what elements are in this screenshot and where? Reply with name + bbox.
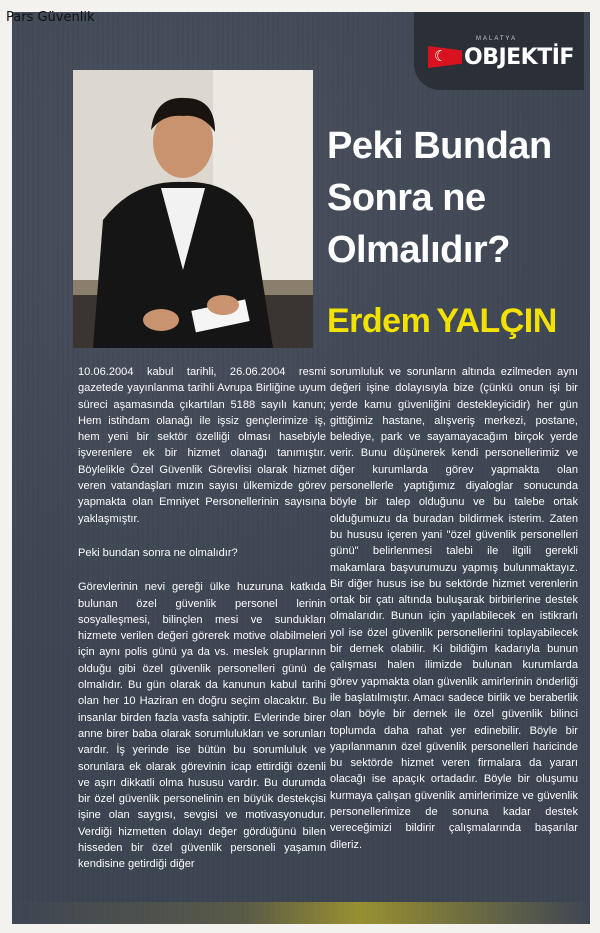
watermark-text: Pars Güvenlik xyxy=(6,10,95,25)
author-first-name: Erdem xyxy=(327,302,431,340)
logo-text: OBJEKTİF xyxy=(464,44,574,70)
magazine-page xyxy=(12,12,590,924)
article-title xyxy=(327,120,587,276)
paragraph: 10.06.2004 kabul tarihli, 26.06.2004 resmi gazetede yayınlanma tarihli Avrupa Birliğine uyum süreci aşamasında çıkartılan 5188 sayılı kanun; Hem istihdam olanağı ile işsiz gençlerimize iş, hem yeni bir sektör özelliği olması hasebiyle işverenlere ek bir hizmet olanağı tanımıştır. Böylelikle Özel Güvenlik Görevlisi olarak hizmet veren vatandaşları mızın sayısı ülkemizde görev yapmakta olan Emniyet Personellerinin sayısına yaklaşmıştır. xyxy=(78,366,326,525)
paragraph: sorumluluk ve sorunların altında ezilmeden aynı değeri işine dolayısıyla bize (çünkü onun işi bir yerde kamu güvenliğini destekleyicidir) her gün gittiğimiz hastane, alışveriş merkezi, postane, belediye, park ve sayamayacağım birçok yerde verir. Bunu düşünerek kendi personellerimiz ve diğer kurumlarda görev yapmakta olan personellerle yaptığımız diyaloglar sonucunda böyle bir talep olduğunu ve bu talebe ortak olduğumuzu da buradan bildirmek isterim. Zaten bu hususu içeren yani "özel güvenlik personelleri günü" belirlenmesi talebi ile ilgili gerekli makamlara başvurumuzu yapmış bulunmaktayız. Bir diğer husus ise bu sektörde hizmet verenlerin ortak bir çatı altında buluşarak birbirlerine destek olmalarıdır. Bunun için yapılabilecek en istikrarlı yol ise özel güvenlik personellerini toplayabilecek bir dernek olabilir. Ki bildiğim kadarıyla bunun çalışması halen ilimizde bulunan kurumlarda görev yapmakta olan güvenlik amirlerinin önderliği ile başlatılmıştır. Amacı sadece birlik ve beraberlik olan böyle bir dernek ile özel güvenlik bilinci toplumda daha rahat yer edinebilir. Böyle bir yapılanmanın özel güvenlik personelleri haricinde bu sektörde hizmet veren firmalara da yararı olacağı ise apaçık ortadadır. Böyle bir oluşumu kurmaya çalışan güvenlik amirlerimize ve güvenlik personellerimize de sonuna kadar destek vereceğimizi bildirir çalışmalarında başarılar dileriz. xyxy=(330,366,578,851)
author-name xyxy=(327,302,557,341)
title-line: Olmalıdır? xyxy=(327,229,510,271)
title-line: Sonra ne xyxy=(327,177,486,219)
subheading: Peki bundan sonra ne olmalıdır? xyxy=(78,546,238,559)
right-column xyxy=(330,364,578,853)
masthead-city: MALATYA xyxy=(476,36,518,42)
paragraph: Görevlerinin nevi gereği ülke huzuruna katkıda bulunan özel güvenlik personel lerinin sosyalleşmesi, bilinçlen mesi ve sundukları hizmete verilen değeri görerek motive olabilmeleri için aynı polis günü ya da vs. meslek gruplarının olduğu gibi özel güvenlik personelleri günü de olmalıdır. Bu gün olarak da kanunun kabul tarihi olan her 10 Haziran en doğru seçim olacaktır. Bu insanlar birden fazla vasfa sahiptir. Evlerinde birer anne birer baba olarak sorumlulukları ve sorunları vardır. İş yerinde ise bütün bu sorumluluk ve sorunlara ek olarak görevinin icap ettirdiği özenli ve aşırı dikkatli olma hususu vardır. Bu durumda bir özel güvenlik personelinin en büyük destekçisi işine olan saygısı, sevgisi ve motivasyonudur. Verdiği hizmetten dolayı değer gördüğünü bilen hisseden bir özel güvenlik personeli yaşamın kendisine getirdiği diğer xyxy=(78,581,326,871)
bottom-decoration xyxy=(12,902,590,924)
left-column xyxy=(78,364,326,873)
masthead xyxy=(414,12,584,90)
author-photo xyxy=(73,70,313,348)
author-last-name: YALÇIN xyxy=(436,302,557,340)
title-line: Peki Bundan xyxy=(327,125,552,167)
objektif-logo xyxy=(428,42,574,72)
flag-icon xyxy=(428,46,462,68)
